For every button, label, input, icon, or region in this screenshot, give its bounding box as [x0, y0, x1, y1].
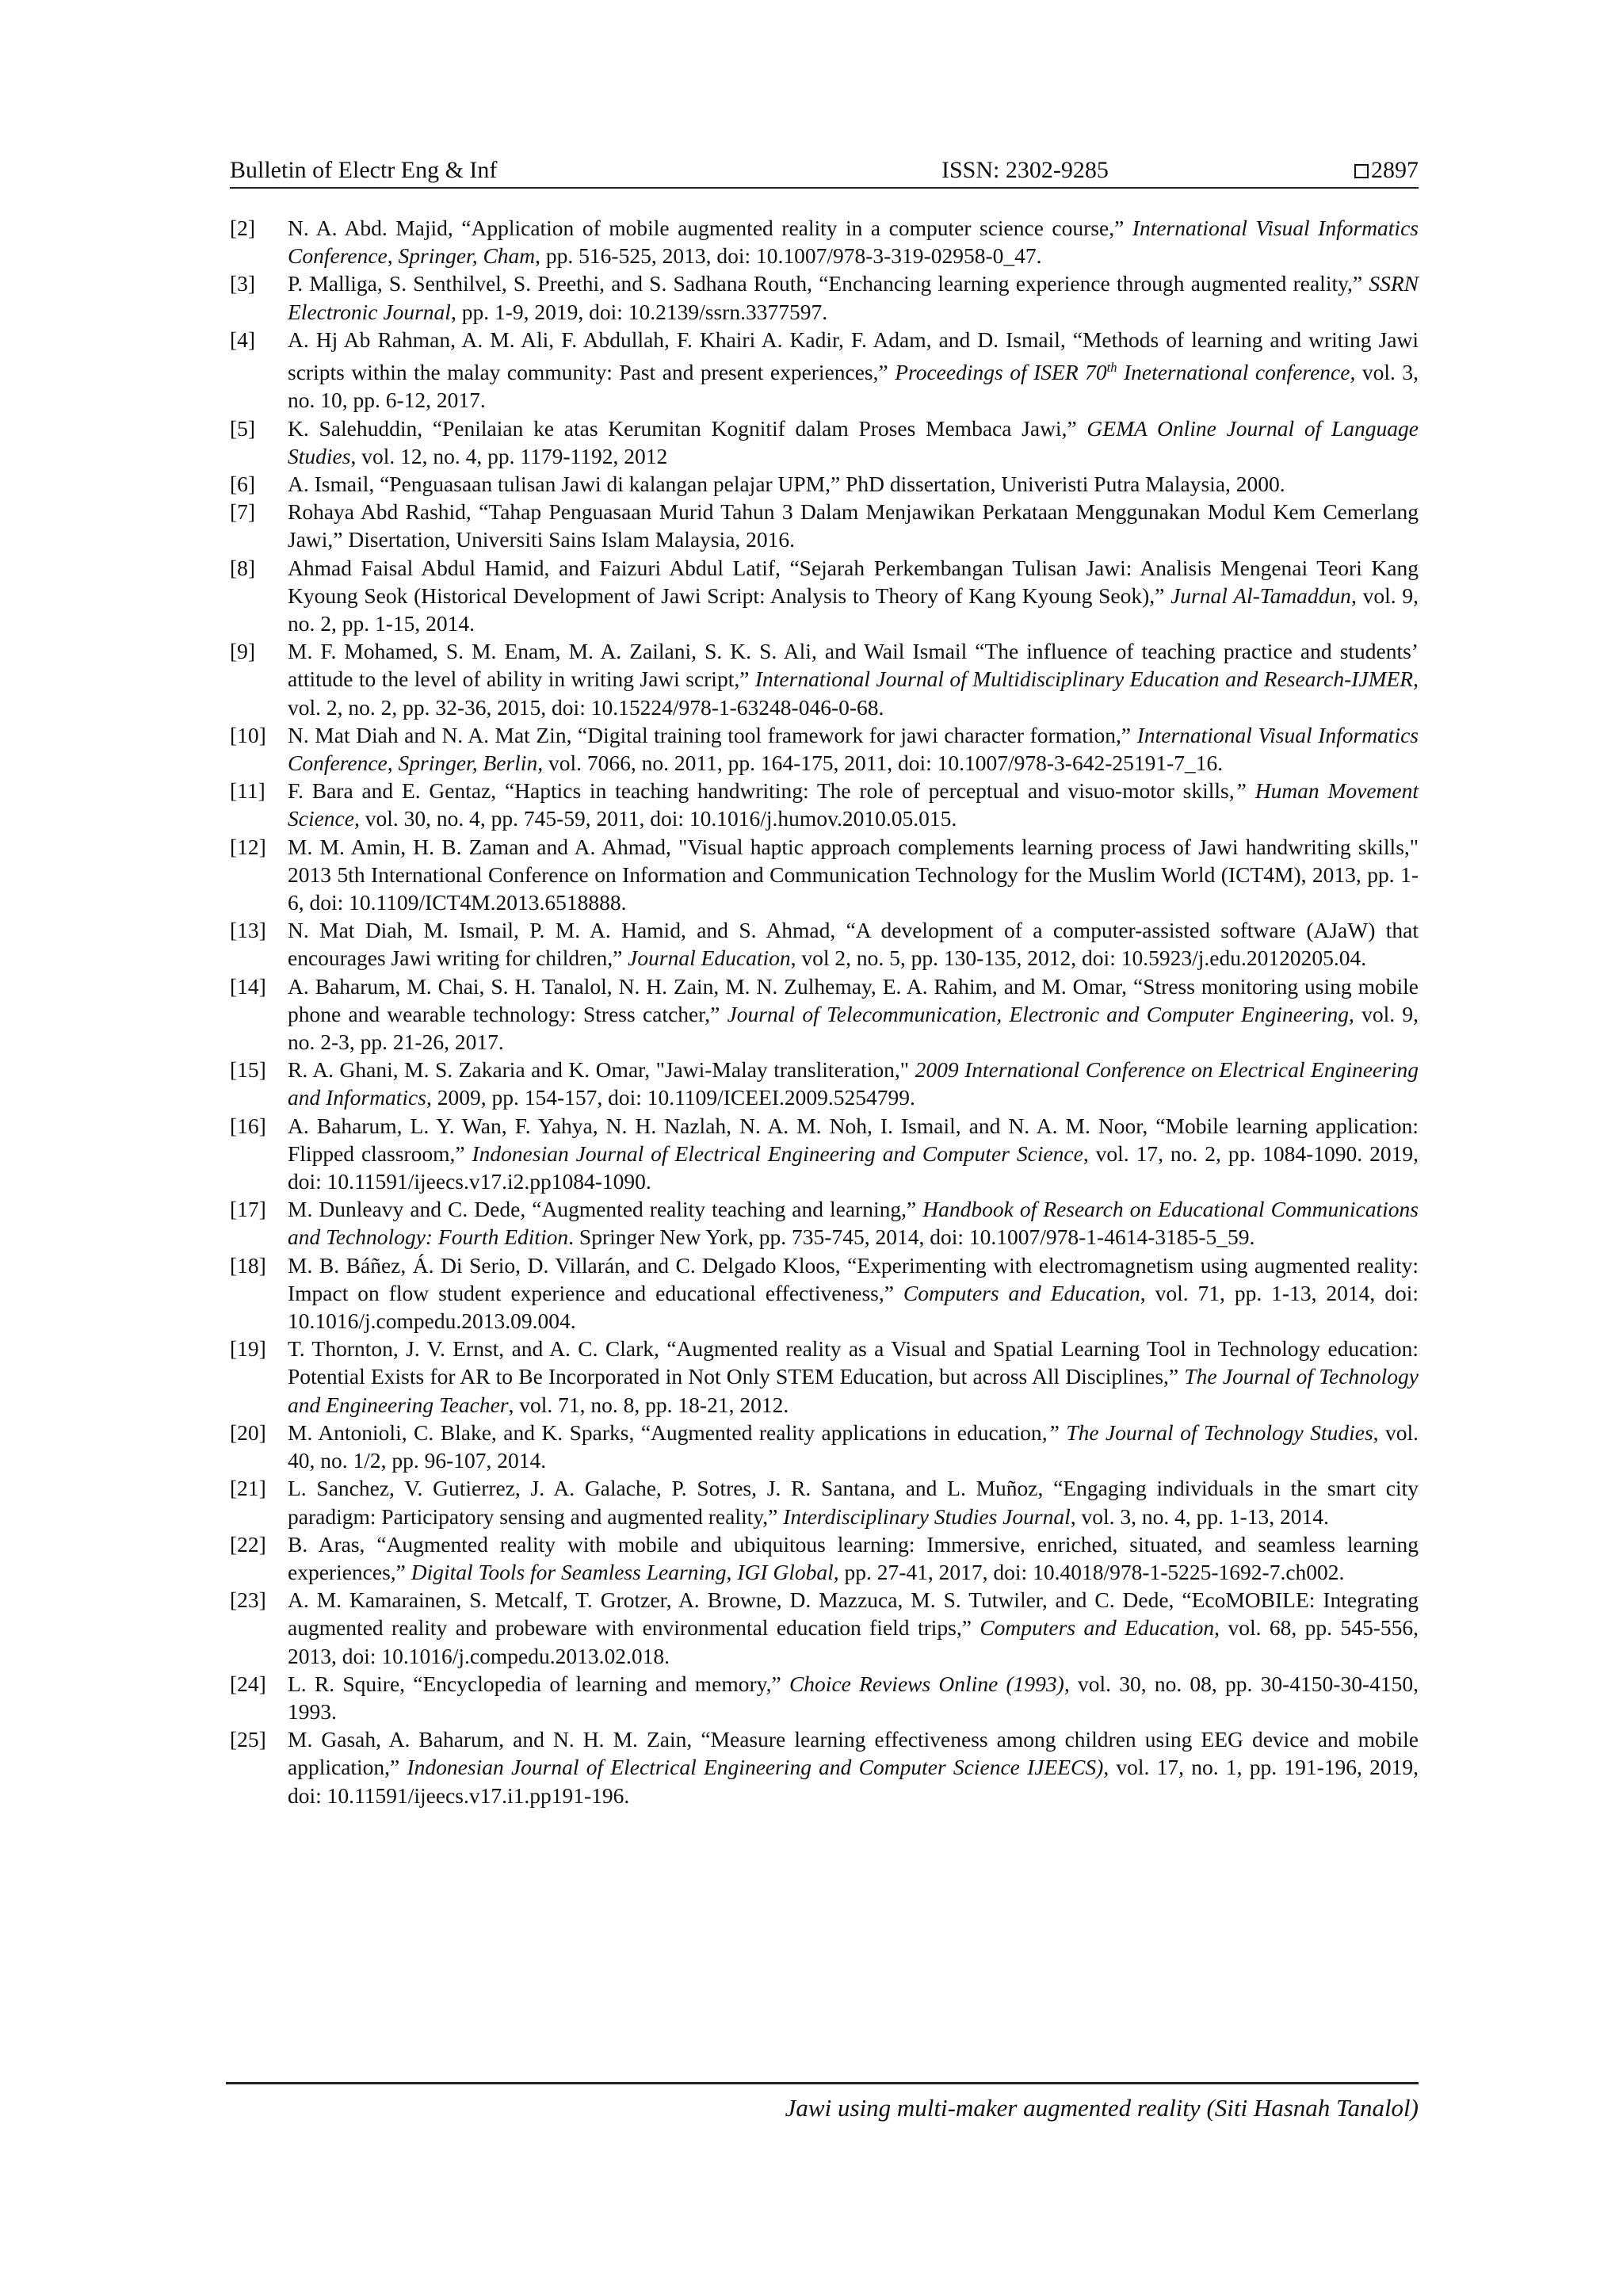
reference-text [288, 498, 1419, 553]
reference-segment: Ahmad Faisal Abdul Hamid, and Faizuri Abdul Latif, “Sejarah Perkembangan Tulisan Jawi: Analisis Mengenai Teori Kang Kyoung Seok (Historical Development of Jawi Script: Analysis to Theory of Kang Kyoung Seok),” [288, 555, 1419, 608]
reference-italic-segment: International Visual Informatics Conference [288, 722, 1419, 776]
reference-text [288, 554, 1419, 638]
reference-number: [16] [230, 1113, 266, 1138]
reference-segment: , [387, 243, 399, 269]
reference-list [230, 214, 1419, 1809]
reference-item [230, 1419, 1419, 1474]
reference-segment: M. Gasah, A. Baharum, and N. H. M. Zain, “Measure learning effectiveness among children using EEG device and mobile application,” [288, 1727, 1419, 1780]
reference-text [288, 470, 1419, 498]
reference-number: [25] [230, 1727, 266, 1752]
reference-segment: , vol. 12, no. 4, pp. 1179-1192, 2012 [350, 443, 668, 468]
reference-segment: R. A. Ghani, M. S. Zakaria and K. Omar, "Jawi-Malay transliteration," [288, 1057, 915, 1083]
reference-segment: , pp. 27-41, 2017, doi: 10.4018/978-1-5225-1692-7.ch002. [833, 1559, 1345, 1584]
page-header [230, 154, 1419, 189]
reference-text [288, 415, 1419, 470]
reference-item [230, 554, 1419, 638]
reference-text [288, 1670, 1419, 1725]
reference-italic-segment: Computers and Education [980, 1615, 1215, 1641]
reference-number: [24] [230, 1671, 266, 1696]
reference-number: [21] [230, 1476, 266, 1501]
reference-segment: , vol. 9, no. 2-3, pp. 21-26, 2017. [288, 1001, 1419, 1055]
reference-segment: L. Sanchez, V. Gutierrez, J. A. Galache, P. Sotres, J. R. Santana, and L. Muñoz, “Engaging individuals in the smart city paradigm: Participatory sensing and augmented reality,” [288, 1476, 1419, 1529]
reference-segment: , vol. 40, no. 1/2, pp. 96-107, 2014. [288, 1419, 1419, 1473]
reference-segment: vol. 3, no. 10, pp. 6-12, 2017. [288, 360, 1419, 413]
reference-item [230, 1586, 1419, 1670]
reference-number: [23] [230, 1587, 266, 1613]
journal-name: Bulletin of Electr Eng & Inf [230, 157, 498, 183]
reference-item [230, 916, 1419, 972]
reference-number: [12] [230, 834, 266, 859]
reference-segment: , [387, 751, 399, 776]
reference-item [230, 972, 1419, 1056]
reference-segment: A. Baharum, L. Y. Wan, F. Yahya, N. H. Nazlah, N. A. M. Noh, I. Ismail, and N. A. M. Noor, “Mobile learning application: Flipped classroom,” [288, 1113, 1419, 1166]
reference-segment: N. A. Abd. Majid, “Application of mobile augmented reality in a computer science course,” [288, 216, 1132, 240]
reference-italic-segment: IGI Global [737, 1559, 834, 1584]
reference-item [230, 498, 1419, 553]
reference-item [230, 721, 1419, 777]
reference-segment: M. Antonioli, C. Blake, and K. Sparks, “Augmented reality applications in education [288, 1419, 1042, 1445]
reference-text [288, 1251, 1419, 1335]
reference-italic-segment: Indonesian Journal of Electrical Engineering and Computer Science IJEECS) [407, 1755, 1104, 1780]
reference-number: [22] [230, 1531, 266, 1557]
reference-item [230, 1530, 1419, 1586]
page-number-value: 2897 [1371, 157, 1419, 183]
reference-number: [6] [230, 471, 256, 496]
reference-text [288, 1056, 1419, 1111]
reference-text [288, 269, 1419, 325]
reference-number: [11] [230, 778, 265, 804]
reference-segment: , vol 2, no. 5, pp. 130-135, 2012, doi: 10.5923/j.edu.20120205.04. [790, 946, 1367, 971]
reference-segment: N. Mat Diah, M. Ismail, P. M. A. Hamid, and S. Ahmad, “A development of a computer-assisted software (AJaW) that encourages Jawi writing for children,” [288, 918, 1419, 971]
reference-segment: , [726, 1559, 738, 1584]
reference-text [288, 1474, 1419, 1530]
reference-number: [7] [230, 499, 256, 525]
reference-number: [9] [230, 639, 256, 664]
reference-text [288, 1530, 1419, 1586]
reference-segment: vol. 7066, no. 2011, pp. 164-175, 2011, doi: 10.1007/978-3-642-25191-7_16. [543, 751, 1224, 776]
reference-italic-segment: Choice Reviews Online (1993), [789, 1671, 1070, 1696]
reference-text [288, 1419, 1419, 1474]
reference-text [288, 1586, 1419, 1670]
reference-item [230, 1474, 1419, 1530]
reference-segment: K. Salehuddin, “Penilaian ke atas Kerumitan Kognitif dalam Proses Membaca Jawi,” [288, 415, 1087, 441]
reference-segment: M. Dunleavy and C. Dede, “Augmented reality teaching and learning,” [288, 1197, 923, 1222]
reference-segment: , vol. 3, no. 4, pp. 1-13, 2014. [1070, 1503, 1329, 1529]
reference-segment: vol. 30, no. 08, pp. 30-4150-30-4150, 1993. [288, 1671, 1419, 1724]
box-glyph-icon [1354, 164, 1369, 178]
reference-segment: , vol. 68, pp. 545-556, 2013, doi: 10.1016/j.compedu.2013.02.018. [288, 1615, 1419, 1668]
reference-number: [10] [230, 722, 266, 747]
reference-text [288, 637, 1419, 721]
reference-italic-segment: Indonesian Journal of Electrical Engineering and Computer Science [472, 1140, 1083, 1166]
reference-number: [19] [230, 1336, 266, 1362]
reference-italic-segment: Jurnal Al-Tamaddun [1170, 583, 1351, 608]
reference-segment: , vol. 71, no. 8, pp. 18-21, 2012. [508, 1392, 789, 1417]
reference-segment: B. Aras, “Augmented reality with mobile and ubiquitous learning: Immersive, enriched, situated, and seamless learning experiences,” [288, 1531, 1419, 1584]
reference-italic-segment: Journal of Telecommunication, Electronic and Computer Engineering [727, 1001, 1349, 1026]
reference-segment: P. Malliga, S. Senthilvel, S. Preethi, and S. Sadhana Routh, “Enchancing learning experience through augmented reality,” [288, 271, 1369, 296]
reference-segment: , vol. 17, no. 2, pp. 1084-1090. 2019, doi: 10.11591/ijeecs.v17.i2.pp1084-1090. [288, 1140, 1419, 1194]
reference-item [230, 214, 1419, 269]
reference-text [288, 721, 1419, 777]
reference-item [230, 415, 1419, 470]
reference-item [230, 269, 1419, 325]
reference-number: [8] [230, 555, 256, 580]
reference-item [230, 1056, 1419, 1111]
reference-segment: , vol. 9, no. 2, pp. 1-15, 2014. [288, 583, 1419, 636]
reference-number: [5] [230, 415, 256, 441]
reference-italic-segment: The Journal of Technology and Engineering Teacher [288, 1364, 1419, 1417]
reference-segment: vol. 30, no. 4, pp. 745-59, 2011, doi: 10.1016/j.humov.2010.05.015. [359, 806, 957, 831]
reference-segment: A. Baharum, M. Chai, S. H. Tanalol, N. H. Zain, M. N. Zulhemay, E. A. Rahim, and M. Omar, “Stress monitoring using mobile phone and wearable technology: Stress catcher,” [288, 973, 1419, 1026]
reference-number: [20] [230, 1419, 266, 1445]
reference-italic-segment: Proceedings of ISER 70 [895, 360, 1107, 385]
reference-text [288, 1195, 1419, 1251]
reference-segment: , pp. 1-9, 2019, doi: 10.2139/ssrn.3377597. [450, 299, 828, 324]
superscript [1107, 360, 1117, 375]
reference-item [230, 637, 1419, 721]
reference-italic-segment: International Journal of Multidisciplinary Education and Research-IJMER [754, 667, 1414, 692]
reference-segment: Rohaya Abd Rashid, “Tahap Penguasaan Murid Tahun 3 Dalam Menjawikan Perkataan Menggunakan Modul Kem Cemerlang Jawi,” Disertation, Universiti Sains Islam Malaysia, 2016. [288, 499, 1419, 552]
reference-segment: M. F. Mohamed, S. M. Enam, M. A. Zailani, S. K. S. Ali, and Wail Ismail “The influence of teaching practice and students’ attitude to the level of ability in writing Jawi script,” [288, 639, 1419, 692]
reference-italic-segment: International Visual Informatics Conference [288, 216, 1419, 269]
reference-item [230, 470, 1419, 498]
reference-text [288, 326, 1419, 415]
reference-italic-segment: ,” The Journal of Technology Studies [1041, 1419, 1373, 1445]
reference-text [288, 1112, 1419, 1196]
reference-number: [4] [230, 327, 256, 352]
reference-item [230, 1725, 1419, 1809]
reference-number: [2] [230, 216, 256, 240]
reference-item [230, 1112, 1419, 1196]
reference-text [288, 1335, 1419, 1419]
reference-italic-segment: Digital Tools for Seamless Learning [411, 1559, 727, 1584]
reference-item [230, 1335, 1419, 1419]
reference-segment: , 2009, pp. 154-157, doi: 10.1109/ICEEI.2009.5254799. [426, 1085, 915, 1110]
reference-italic-segment: Springer, Berlin, [398, 751, 544, 776]
reference-segment: A. M. Kamarainen, S. Metcalf, T. Grotzer, A. Browne, D. Mazzuca, M. S. Tutwiler, and C. Dede, “EcoMOBILE: Integrating augmented reality and probeware with environmental education field trips,” [288, 1587, 1419, 1641]
reference-item [230, 1670, 1419, 1725]
reference-italic-segment: Ineternational conference, [1117, 360, 1356, 385]
reference-segment: , pp. 516-525, 2013, doi: 10.1007/978-3-319-02958-0_47. [535, 243, 1042, 269]
reference-number: [14] [230, 973, 266, 999]
reference-italic-segment: Computers and Education [903, 1280, 1140, 1305]
reference-text [288, 916, 1419, 972]
reference-number: [15] [230, 1057, 266, 1083]
reference-item [230, 1195, 1419, 1251]
reference-number: [17] [230, 1197, 266, 1222]
reference-item [230, 326, 1419, 415]
issn: ISSN: 2302-9285 [941, 157, 1109, 183]
reference-italic-segment: Springer, Cham [398, 243, 536, 269]
reference-italic-segment: GEMA Online Journal of Language Studies [288, 415, 1419, 468]
reference-item [230, 1251, 1419, 1335]
reference-item [230, 833, 1419, 917]
running-title: Jawi using multi-maker augmented reality (Siti Hasnah Tanalol) [785, 2094, 1419, 2122]
reference-text [288, 833, 1419, 917]
reference-italic-segment: Interdisciplinary Studies Journal [783, 1503, 1071, 1529]
reference-italic-segment: th [1106, 360, 1117, 376]
page-footer [226, 2082, 1419, 2122]
reference-segment: T. Thornton, J. V. Ernst, and A. C. Clark, “Augmented reality as a Visual and Spatial Learning Tool in Technology education: Potential Exists for AR to Be Incorporated in Not Only STEM Education, but across All Disciplines,” [288, 1336, 1419, 1389]
reference-number: [3] [230, 271, 256, 296]
reference-segment: N. Mat Diah and N. A. Mat Zin, “Digital training tool framework for jawi character formation,” [288, 722, 1137, 747]
reference-italic-segment: SSRN Electronic Journal [288, 271, 1419, 324]
reference-segment: , vol. 71, pp. 1-13, 2014, doi: 10.1016/j.compedu.2013.09.004. [288, 1280, 1419, 1334]
reference-number: [18] [230, 1252, 266, 1278]
reference-segment: A. Hj Ab Rahman, A. M. Ali, F. Abdullah, F. Khairi A. Kadir, F. Adam, and D. Ismail, “Methods of learning and writing Jawi scripts within the malay community: Past and present experiences,” [288, 327, 1419, 385]
reference-segment: A. Ismail, “Penguasaan tulisan Jawi di kalangan pelajar UPM,” PhD dissertation, Univeristi Putra Malaysia, 2000. [288, 471, 1285, 496]
reference-text [288, 214, 1419, 269]
reference-italic-segment: Journal Education [628, 946, 791, 971]
reference-text [288, 1725, 1419, 1809]
reference-text [288, 972, 1419, 1056]
reference-segment: M. B. Báñez, Á. Di Serio, D. Villarán, and C. Delgado Kloos, “Experimenting with electromagnetism using augmented reality: Impact on flow student experience and educational effectiveness,” [288, 1252, 1419, 1305]
reference-segment: M. M. Amin, H. B. Zaman and A. Ahmad, "Visual haptic approach complements learning process of Jawi handwriting skills," 2013 5th International Conference on Information and Communication Technology for the Muslim World (ICT4M), 2013, pp. 1-6, doi: 10.1109/ICT4M.2013.6518888. [288, 834, 1419, 915]
reference-text [288, 777, 1419, 832]
reference-item [230, 777, 1419, 832]
reference-segment: , vol. 2, no. 2, pp. 32-36, 2015, doi: 10.15224/978-1-63248-046-0-68. [288, 667, 1419, 720]
reference-segment: F. Bara and E. Gentaz, “Haptics in teaching handwriting: The role of perceptual and visuo-motor skills [288, 778, 1229, 804]
reference-number: [13] [230, 918, 266, 943]
reference-segment: L. R. Squire, “Encyclopedia of learning and memory,” [288, 1671, 789, 1696]
reference-italic-segment: 2009 International Conference on Electrical Engineering and Informatics [288, 1057, 1419, 1110]
reference-italic-segment: Handbook of Research on Educational Communications and Technology: Fourth Edition [288, 1197, 1419, 1250]
reference-segment: . Springer New York, pp. 735-745, 2014, doi: 10.1007/978-1-4614-3185-5_59. [568, 1224, 1255, 1250]
page-number [1354, 154, 1419, 187]
reference-italic-segment: ,” Human Movement Science, [288, 778, 1419, 831]
reference-segment: , vol. 17, no. 1, pp. 191-196, 2019, doi: 10.11591/ijeecs.v17.i1.pp191-196. [288, 1755, 1419, 1808]
